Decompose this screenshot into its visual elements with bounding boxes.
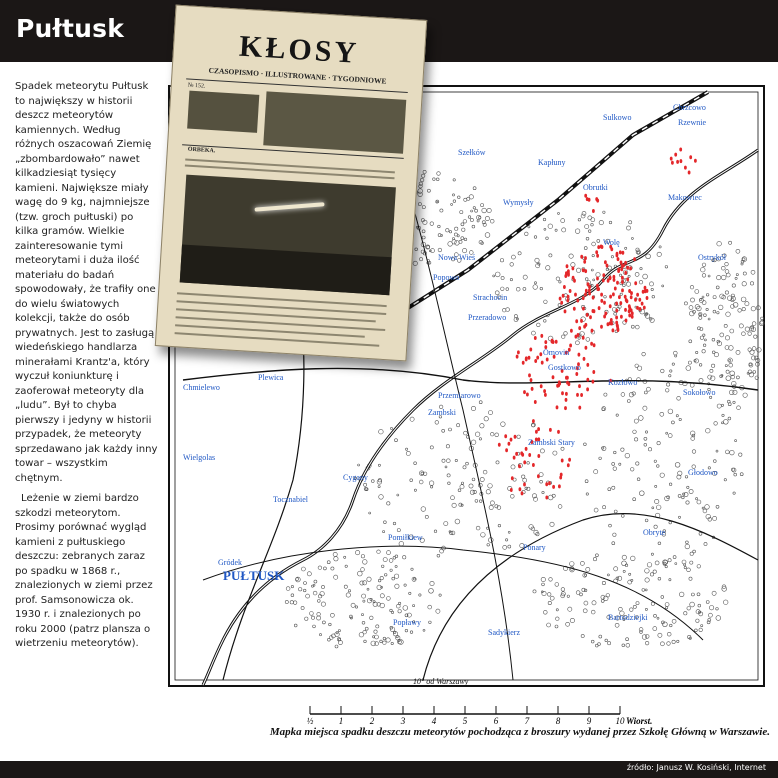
newspaper-meteor-illustration: [180, 175, 396, 296]
meteorite-point: [575, 319, 578, 323]
meteorite-point: [588, 288, 591, 292]
meteorite-point: [544, 393, 547, 397]
meteorite-point: [679, 148, 682, 152]
meteorite-point: [596, 284, 599, 288]
meteorite-point: [624, 271, 627, 275]
meteorite-point: [583, 357, 586, 361]
place-label: Ostrykół: [698, 253, 726, 262]
meteorite-point: [561, 459, 564, 463]
meteorite-point: [684, 166, 687, 170]
scale-bar: [300, 704, 700, 726]
meteorite-point: [624, 295, 627, 299]
place-label: Gostkowo: [548, 363, 581, 372]
meteorite-point: [578, 353, 581, 357]
place-label: Makowiec: [668, 193, 702, 202]
place-label: Zambski Stary: [528, 438, 575, 447]
meteorite-point: [540, 384, 543, 388]
place-label: Sadykierz: [488, 628, 520, 637]
meteorite-point: [514, 435, 517, 439]
meteorite-point: [580, 393, 583, 397]
scale-tick-label: 2: [369, 716, 375, 726]
meteorite-point: [639, 307, 642, 311]
meteorite-point: [585, 346, 588, 350]
paragraph-1: Spadek meteorytu Pułtusk to największy w historii deszcz meteorytów kamiennych. Według różnych oszacowań Ziemię „zbombardowało” nawet kilkadziesiąt tysięcy kamieni. Największe miały wagę do 9 kg, najmniejsze (tzw. groch pułtuski) po kilka gramów. Wielkie zainteresowanie tymi meteorytami i duża ilość materiału do badań spowodowały, że trafiły one do wielu światowych kolekcji, także do osób prywatnych. Jest to zasługą wiedeńskiego handlarza minerałami Krantz'a, który wyczuł koniunkturę i zaoferował meteoryty dla „ludu”. Był to chyba pierwszy i jedyny w historii przypadek, że meteoryty sprzedawano jak każdy inny towar – wszystkim chętnym.: [15, 81, 158, 484]
meteorite-point: [528, 453, 531, 457]
meteorite-point: [585, 289, 588, 293]
meteorite-point: [578, 384, 581, 388]
meteorite-point: [552, 375, 555, 379]
place-label: Popławy: [393, 618, 421, 627]
place-label: PUŁTUSK: [223, 568, 285, 583]
meteorite-point: [562, 294, 565, 298]
scale-tick-label: 6: [493, 716, 499, 726]
meteorite-point: [622, 264, 625, 268]
map-caption: Mapka miejsca spadku deszczu meteorytów pochodząca z broszury wydanej przez Szkołę Główną w Warszawie.: [269, 726, 770, 738]
meteorite-point: [584, 256, 587, 260]
meteorite-point: [529, 348, 532, 352]
meteorite-point: [620, 315, 623, 319]
meteorite-point: [545, 496, 548, 500]
meteorite-point: [545, 482, 548, 486]
place-label: Kozłowo: [608, 378, 638, 387]
meteorite-point: [615, 316, 618, 320]
meteorite-point: [528, 373, 531, 377]
meteorite-point: [586, 313, 589, 317]
meteorite-point: [568, 458, 571, 462]
meteorite-point: [576, 299, 579, 303]
meteorite-point: [597, 245, 600, 249]
meteorite-point: [584, 269, 587, 273]
meteorite-point: [556, 405, 559, 409]
meteorite-point: [614, 287, 617, 291]
meteorite-point: [521, 491, 524, 495]
meteorite-point: [592, 380, 595, 384]
meteorite-point: [621, 280, 624, 284]
meteorite-point: [519, 487, 522, 491]
meteorite-point: [540, 334, 543, 338]
source-credit: źródło: Janusz W. Kosiński, Internet: [626, 763, 766, 772]
meteorite-point: [565, 392, 568, 396]
meteorite-point: [616, 252, 619, 256]
paragraph-2: Leżenie w ziemi bardzo szkodzi meteorytom. Prosimy porównać wygląd kamieni z pułtuskiego deszczu: zebranych zaraz po spadku w 1868 r., znalezionych w ziemi przez prof. Samsonowicza ok. 1930 r. i znalezionych po roku 2000 (patrz plansza o wietrzeniu meteorytów).: [15, 493, 153, 649]
meteorite-point: [578, 406, 581, 410]
meteorite-point: [596, 254, 599, 258]
meteorite-point: [607, 279, 610, 283]
place-label: Zambski: [428, 408, 456, 417]
meteorite-point: [510, 438, 513, 442]
meteorite-point: [615, 309, 618, 313]
meteorite-point: [612, 292, 615, 296]
meteorite-point: [584, 293, 587, 297]
meteorite-point: [592, 209, 595, 213]
meteorite-point: [630, 295, 633, 299]
meteorite-point: [628, 304, 631, 308]
meteorite-point: [582, 307, 585, 311]
newspaper-klosy: [155, 5, 427, 362]
meteorite-point: [676, 160, 679, 164]
meteorite-point: [544, 340, 547, 344]
meteorite-point: [543, 389, 546, 393]
meteorite-point: [523, 460, 526, 464]
meteorite-point: [504, 434, 507, 438]
page-title: Pułtusk: [16, 14, 125, 43]
meteorite-point: [583, 260, 586, 264]
meteorite-point: [570, 329, 573, 333]
meteorite-point: [624, 308, 627, 312]
meteorite-point: [517, 350, 520, 354]
meteorite-point: [602, 278, 605, 282]
meteorite-point: [584, 194, 587, 198]
meteorite-point: [592, 370, 595, 374]
footer-bar: [0, 761, 778, 778]
meteorite-point: [528, 356, 531, 360]
scale-tick-label: 7: [524, 716, 530, 726]
place-label: Sokołowo: [683, 388, 716, 397]
meteorite-point: [549, 428, 552, 432]
meteorite-point: [510, 488, 513, 492]
place-label: Tocznabiel: [273, 495, 308, 504]
meteorite-point: [680, 159, 683, 163]
place-label: Chrzcowo: [673, 103, 706, 112]
scale-tick-label: 3: [400, 716, 406, 726]
meteorite-point: [578, 326, 581, 330]
meteorite-point: [568, 382, 571, 386]
meteorite-point: [575, 372, 578, 376]
meteorite-point: [588, 198, 591, 202]
meteorite-point: [670, 157, 673, 161]
meteorite-point: [541, 361, 544, 365]
meteorite-point: [633, 257, 636, 261]
meteorite-point: [610, 247, 613, 251]
meteorite-point: [634, 281, 637, 285]
meteorite-point: [582, 336, 585, 340]
meteorite-point: [537, 427, 540, 431]
place-label: Sulkowo: [603, 113, 632, 122]
meteorite-point: [523, 483, 526, 487]
meteorite-point: [566, 299, 569, 303]
meteorite-point: [630, 308, 633, 312]
meteorite-point: [573, 307, 576, 311]
meteorite-point: [610, 318, 613, 322]
meteorite-point: [567, 463, 570, 467]
meteorite-point: [642, 290, 645, 294]
meteorite-point: [573, 279, 576, 283]
meteorite-point: [577, 333, 580, 337]
place-label: Szełków: [458, 148, 486, 157]
meteorite-point: [609, 321, 612, 325]
meteorite-point: [560, 473, 563, 477]
meteorite-point: [588, 285, 591, 289]
meteorite-point: [565, 271, 568, 275]
meteorite-point: [618, 295, 621, 299]
meteorite-point: [532, 463, 535, 467]
place-label: Przeradowo: [468, 313, 507, 322]
meteorite-point: [628, 289, 631, 293]
meteorite-point: [548, 481, 551, 485]
place-label: Ponary: [523, 543, 546, 552]
meteorite-point: [616, 281, 619, 285]
meteorite-point: [561, 391, 564, 395]
place-label: Kapłuny: [538, 158, 566, 167]
meteorite-point: [629, 266, 632, 270]
meteorite-point: [617, 269, 620, 273]
meteorite-point: [552, 485, 555, 489]
meteorite-point: [530, 378, 533, 382]
place-label: Chmielewo: [183, 383, 220, 392]
meteorite-point: [617, 257, 620, 261]
meteorite-point: [536, 356, 539, 360]
meteorite-point: [582, 296, 585, 300]
place-label: Cygany: [343, 473, 368, 482]
meteorite-point: [516, 355, 519, 359]
meteorite-point: [619, 250, 622, 254]
scale-tick-label: 8: [555, 716, 561, 726]
meteorite-point: [569, 344, 572, 348]
meteorite-point: [546, 358, 549, 362]
meteorite-point: [609, 304, 612, 308]
meteorite-point: [539, 352, 542, 356]
meteorite-point: [619, 301, 622, 305]
meteorite-point: [620, 261, 623, 265]
meteorite-point: [526, 393, 529, 397]
meteorite-point: [559, 297, 562, 301]
place-label: Popowo: [433, 273, 460, 282]
scale-tick-label: 9: [586, 716, 592, 726]
meteorite-point: [580, 255, 583, 259]
meteorite-point: [522, 361, 525, 365]
meteorite-point: [598, 306, 601, 310]
meteorite-point: [613, 278, 616, 282]
meteorite-point: [565, 398, 568, 402]
newspaper-illustration-small: [187, 91, 259, 133]
meteorite-point: [590, 342, 593, 346]
meteorite-point: [636, 306, 639, 310]
scale-tick-label: 10: [615, 716, 625, 726]
meteorite-point: [535, 430, 538, 434]
newspaper-illustration-top: [263, 91, 406, 153]
place-label: Plewica: [258, 373, 284, 382]
meteorite-point: [518, 464, 521, 468]
meteorite-point: [515, 452, 518, 456]
meteorite-point: [513, 456, 516, 460]
meteorite-point: [694, 159, 697, 163]
meteorite-point: [622, 251, 625, 255]
place-label: Pomiłkiew: [388, 533, 423, 542]
meteorite-point: [564, 406, 567, 410]
meteorite-point: [636, 293, 639, 297]
meteorite-point: [555, 340, 558, 344]
meteorite-point: [688, 171, 691, 175]
meteorite-point: [674, 153, 677, 157]
meteorite-point: [498, 443, 501, 447]
scale-tick-label: 4: [431, 716, 437, 726]
meteorite-point: [606, 264, 609, 268]
meteorite-point: [558, 382, 561, 386]
meteorite-point: [589, 315, 592, 319]
scale-tick-label: 5: [462, 716, 468, 726]
meteorite-point: [586, 363, 589, 367]
place-label: Rzewnie: [678, 118, 706, 127]
meteorite-point: [644, 286, 647, 290]
place-label: Bartodziejki: [608, 613, 648, 622]
meteorite-point: [525, 447, 528, 451]
meteorite-point: [564, 309, 567, 313]
meteorite-point: [634, 298, 637, 302]
meteorite-point: [582, 268, 585, 272]
meteorite-point: [505, 448, 508, 452]
meteorite-point: [595, 197, 598, 201]
meteorite-point: [620, 267, 623, 271]
meteorite-point: [563, 285, 566, 289]
scale-tick-label: ½: [306, 716, 314, 726]
place-label: Wymysły: [503, 198, 534, 207]
meteorite-point: [689, 155, 692, 159]
meteorite-point: [600, 325, 603, 329]
place-label: Przemiarowo: [438, 391, 481, 400]
meteorite-point: [520, 451, 523, 455]
meteorite-point: [572, 266, 575, 270]
meteorite-point: [569, 289, 572, 293]
place-label: Omovin: [543, 348, 570, 357]
meteorite-point: [643, 306, 646, 310]
meteorite-point: [585, 323, 588, 327]
meteorite-point: [591, 329, 594, 333]
meteorite-point: [532, 419, 535, 423]
meteorite-point: [625, 319, 628, 323]
meteorite-point: [534, 336, 537, 340]
body-text: [15, 80, 158, 652]
meteorite-point: [580, 319, 583, 323]
meteorite-point: [641, 302, 644, 306]
meteorite-point: [621, 276, 624, 280]
meteorite-point: [508, 442, 511, 446]
newspaper-section: ORBEKA.: [187, 146, 216, 155]
place-label: Głodowo: [688, 468, 718, 477]
meteorite-point: [531, 387, 534, 391]
map-bottom-label: 10° od Warszawy: [413, 677, 469, 686]
place-label: Obrutki: [583, 183, 608, 192]
meteorite-point: [626, 277, 629, 281]
meteorite-point: [537, 454, 540, 458]
meteorite-point: [595, 250, 598, 254]
meteorite-point: [596, 277, 599, 281]
meteorite-point: [566, 264, 569, 268]
meteorite-point: [638, 298, 641, 302]
place-label: Nowa Wieś: [438, 253, 476, 262]
newspaper-issue: № 152.: [187, 82, 206, 90]
scale-tick-label: 1: [338, 716, 344, 726]
meteorite-point: [511, 476, 514, 480]
meteorite-point: [593, 343, 596, 347]
meteorite-point: [551, 339, 554, 343]
newspaper-subtitle: CZASOPISMO · ILLUSTROWANE · TYGODNIOWE: [208, 65, 387, 86]
meteorite-point: [586, 378, 589, 382]
meteorite-point: [576, 393, 579, 397]
meteorite-point: [558, 484, 561, 488]
meteorite-point: [586, 387, 589, 391]
meteorite-point: [565, 376, 568, 380]
newspaper-masthead: KŁOSY: [238, 29, 361, 70]
meteorite-point: [626, 299, 629, 303]
meteorite-point: [600, 293, 603, 297]
meteorite-point: [593, 309, 596, 313]
place-label: Wolę: [603, 238, 620, 247]
meteorite-point: [537, 474, 540, 478]
meteorite-point: [574, 293, 577, 297]
meteorite-point: [615, 302, 618, 306]
meteorite-point: [600, 299, 603, 303]
place-label: Wielgolas: [183, 453, 216, 462]
meteorite-point: [612, 328, 615, 332]
meteorite-point: [525, 357, 528, 361]
place-label: Gródek: [218, 558, 242, 567]
meteorite-point: [534, 400, 537, 404]
meteorite-point: [603, 315, 606, 319]
meteorite-point: [604, 260, 607, 264]
meteorite-point: [671, 161, 674, 165]
meteorite-point: [621, 288, 624, 292]
meteorite-point: [592, 296, 595, 300]
meteorite-point: [609, 276, 612, 280]
meteorite-point: [567, 295, 570, 299]
place-label: Obryte: [643, 528, 666, 537]
meteorite-point: [624, 261, 627, 265]
meteorite-point: [557, 430, 560, 434]
place-label: Strachocin: [473, 293, 508, 302]
meteorite-point: [646, 296, 649, 300]
meteorite-point: [523, 390, 526, 394]
meteorite-point: [534, 359, 537, 363]
scale-unit: Wiorst.: [626, 716, 653, 726]
meteorite-point: [602, 273, 605, 277]
meteorite-point: [609, 295, 612, 299]
meteorite-point: [628, 313, 631, 317]
meteorite-point: [626, 266, 629, 270]
meteorite-point: [617, 328, 620, 332]
meteorite-point: [560, 301, 563, 305]
meteorite-point: [603, 301, 606, 305]
